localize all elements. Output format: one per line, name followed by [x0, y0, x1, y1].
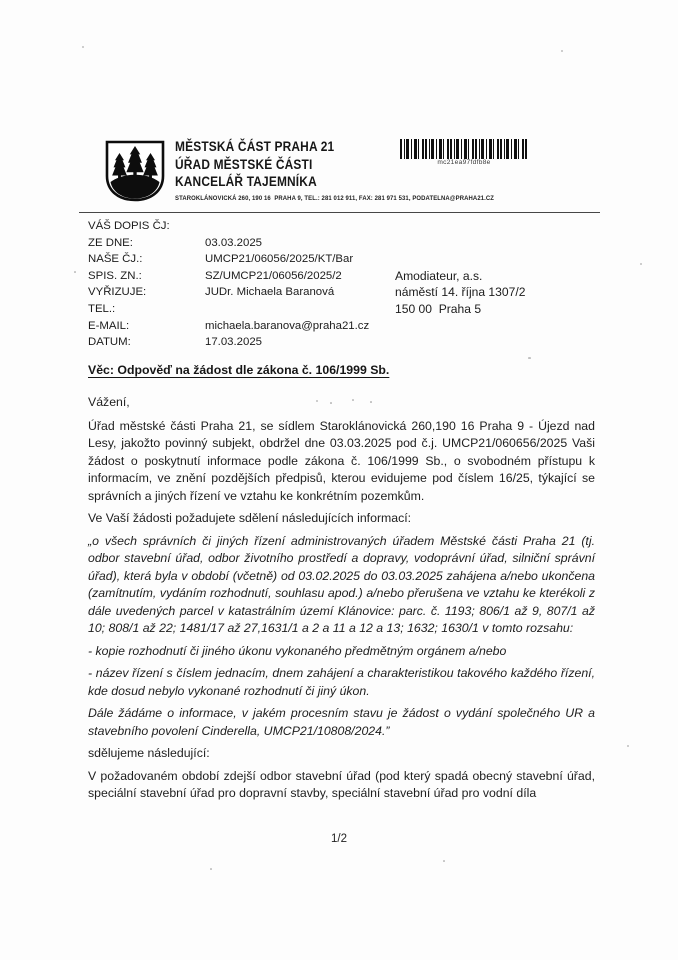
meta-label: DATUM: [88, 336, 131, 349]
body-paragraph-4: V požadovaném období zdejší odbor stavební úřad (pod který spadá obecný stavební úřad, speciální stavební úřad pro dopravní stavby, speciální stavební úřad pro vodní díla [88, 768, 595, 801]
meta-label: VÁŠ DOPIS ČJ: [88, 220, 170, 232]
body-paragraph-2: Ve Vaší žádosti požadujete sdělení následujících informací: [88, 511, 412, 526]
barcode-text: mc21ea97fdfb8e [437, 159, 491, 166]
org-office: ÚŘAD MĚSTSKÉ ČÁSTI [175, 156, 313, 173]
org-department: KANCELÁŘ TAJEMNÍKA [175, 174, 317, 191]
meta-value: michaela.baranova@praha21.cz [205, 319, 370, 332]
barcode-icon [400, 139, 528, 159]
scan-speck [640, 263, 642, 265]
meta-value: 17.03.2025 [205, 336, 263, 349]
meta-value: JUDr. Michaela Baranová [205, 286, 335, 299]
meta-label: TEL.: [88, 302, 116, 315]
reference-block [88, 218, 595, 351]
recipient-street: náměstí 14. října 1307/2 [395, 285, 526, 300]
scan-speck [316, 400, 318, 402]
meta-row [88, 318, 595, 335]
scan-speck [370, 401, 372, 403]
scan-speck [330, 402, 332, 404]
recipient-address [395, 268, 525, 318]
salutation: Vážení, [88, 395, 130, 410]
scan-speck [210, 868, 212, 870]
meta-label: E-MAIL: [88, 319, 130, 332]
letterhead [88, 138, 595, 212]
scan-speck [561, 50, 563, 52]
barcode-block [400, 139, 528, 167]
meta-row [88, 334, 595, 351]
meta-label: ZE DNE: [88, 236, 133, 249]
scan-speck [82, 46, 84, 48]
scan-speck [627, 745, 629, 747]
body-paragraph-3: sdělujeme následující: [88, 746, 210, 761]
scan-speck [74, 271, 76, 273]
header-divider [79, 212, 600, 213]
recipient-name: Amodiateur, a.s. [395, 268, 483, 283]
quoted-request-closing: Dále žádáme o informace, v jakém procesním stavu je žádost o vydání společného UR a stavebního povolení Cinderella, UMCP21/10808/2024.” [88, 706, 595, 738]
meta-row [88, 218, 595, 235]
scan-speck [528, 357, 531, 359]
page-number: 1/2 [331, 833, 347, 845]
meta-value: UMCP21/06056/2025/KT/Bar [205, 253, 354, 266]
subject-line: Věc: Odpověď na žádost dle zákona č. 106/1999 Sb. [88, 362, 390, 377]
org-name: MĚSTSKÁ ČÁST PRAHA 21 [175, 139, 335, 155]
quoted-request-paragraph: „o všech správních či jiných řízení administrovaných úřadem Městské části Praha 21 (tj. odbor stavební úřad, odbor životního prostředí a dopravy, vodoprávní úřad, silniční správní úřad), která byla v období (včetně) od 03.02.2025 do 03.03.2025 zahájena a/nebo ukončena (zamítnutím, vydáním rozhodnutí, souhlasu apod.) a/nebo přerušena ve vztahu ke kterékoli z dále uvedených parcel v katastrálním území Klánovice: parc. č. 1193; 806/1 až 9, 807/1 až 10; 808/1 až 22; 1481/17 až 27,1631/1 a 2 a 11 a 12 a 13; 1632; 1630/1 v tomto rozsahu: [88, 533, 595, 636]
meta-row [88, 251, 595, 268]
body-paragraph-1: Úřad městské části Praha 21, se sídlem Staroklánovická 260,190 16 Praha 9 - Újezd nad Lesy, jakožto povinný subjekt, obdržel dne 03.03.2025 pod č.j. UMCP21/060656/2025 Vaši žádost o poskytnutí informace podle zákona č. 106/1999 Sb., o svobodném přístupu k informacím, ve znění pozdějších předpisů, kterou evidujeme pod číslem 16/25, týkající se správních a jiných řízení ve vztahu ke konkrétním pozemkům. [88, 418, 595, 503]
scan-speck [352, 399, 354, 401]
quoted-request-item-2: - název řízení s číslem jednacím, dnem zahájení a charakteristikou takového každého řízení, kde dosud nebylo vykonané rozhodnutí či jiný úkon. [88, 666, 595, 698]
meta-value: 03.03.2025 [205, 236, 263, 249]
meta-label: VYŘIZUJE: [88, 286, 147, 299]
meta-value: SZ/UMCP21/06056/2025/2 [205, 269, 342, 282]
meta-label: NAŠE ČJ.: [88, 253, 143, 266]
coat-of-arms-logo [102, 138, 168, 204]
org-address-line: STAROKLÁNOVICKÁ 260, 190 16 PRAHA 9, TEL.: 281 012 911, FAX: 281 971 531, PODATELNA@PRAHA21.CZ [175, 194, 495, 202]
quoted-request-item-1: - kopie rozhodnutí či jiného úkonu vykonaného předmětným orgánem a/nebo [88, 643, 507, 658]
meta-row [88, 235, 595, 252]
meta-label: SPIS. ZN.: [88, 269, 142, 282]
scan-speck [443, 860, 445, 862]
recipient-city: 150 00 Praha 5 [395, 301, 482, 316]
